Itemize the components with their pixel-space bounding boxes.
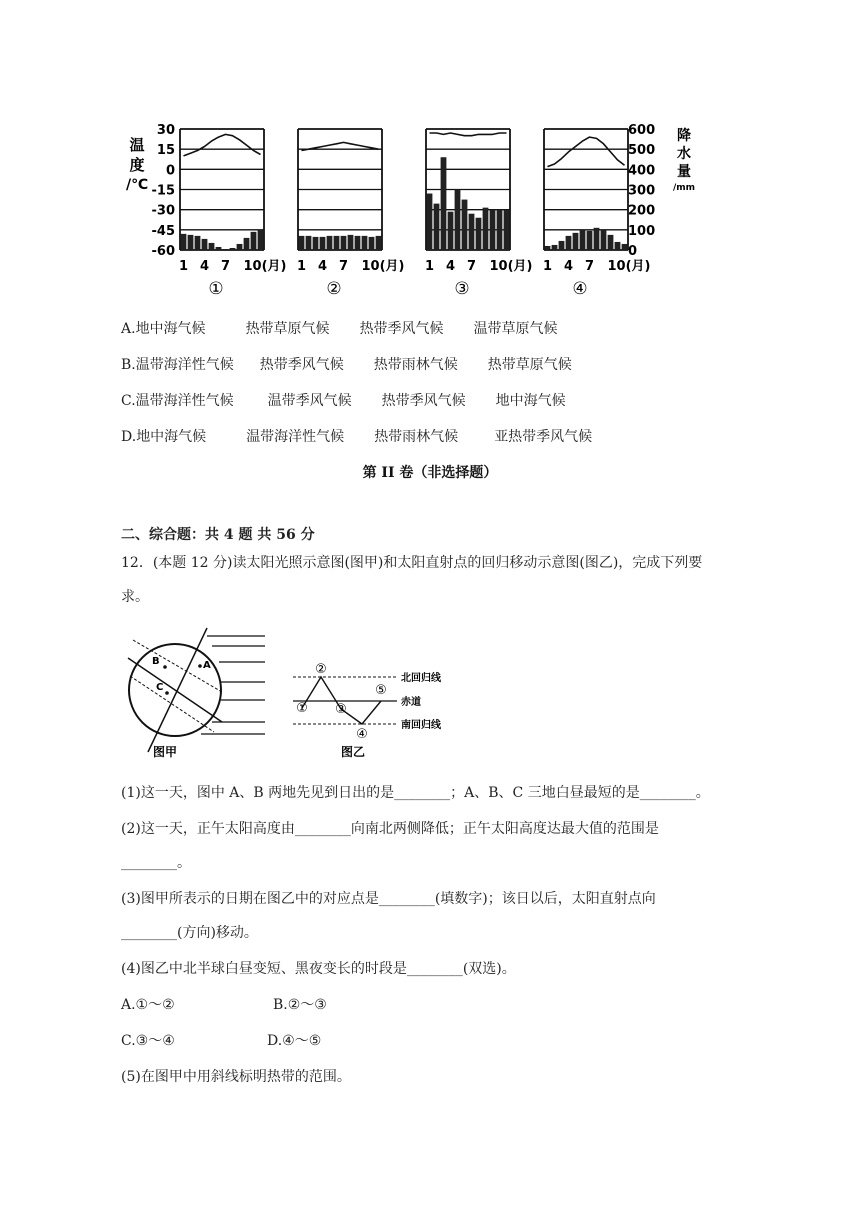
temp-tick-label: -60 — [151, 244, 175, 259]
precip-tick-label: 0 — [628, 244, 638, 259]
precip-bar — [504, 210, 510, 250]
label-c: C — [156, 682, 164, 693]
part-heading: 二、综合题：共 4 题 共 56 分 — [121, 527, 315, 543]
precip-bar — [615, 242, 621, 250]
precip-tick-label: 600 — [628, 123, 656, 138]
point-2: ② — [315, 662, 327, 677]
precip-bar — [608, 235, 614, 250]
precip-bar — [462, 200, 468, 250]
figure-jia — [128, 628, 265, 759]
precip-bar — [299, 236, 305, 250]
precip-bar — [251, 232, 257, 250]
precip-bar — [483, 208, 489, 250]
label-equator: 赤道 — [401, 697, 421, 708]
precip-bar — [237, 244, 243, 250]
month-tick-label: 1 — [178, 259, 189, 274]
precip-bar — [573, 233, 579, 250]
precip-bar — [202, 239, 208, 250]
point-4: ④ — [356, 727, 368, 742]
precip-bar — [441, 157, 447, 250]
precip-bar — [216, 247, 222, 250]
precip-title-unit: /mm — [672, 183, 696, 193]
q1-text: (1)这一天，图中 A、B 两地先见到日出的是________；A、B、C 三地白昼最短的是________。 — [121, 785, 710, 801]
label-a: A — [203, 660, 211, 671]
precip-bar — [376, 236, 382, 250]
precip-bar — [580, 230, 586, 250]
precip-bar — [362, 236, 368, 250]
label-b: B — [152, 656, 160, 667]
precip-bar — [469, 214, 475, 250]
point-3: ③ — [335, 702, 347, 717]
temp-tick-label: -30 — [151, 203, 175, 219]
month-tick-label: 10(月) — [361, 259, 405, 274]
temp-tick-label: -45 — [151, 223, 175, 239]
precip-title-2: 水 — [677, 146, 691, 162]
temp-title-2: 度 — [129, 156, 145, 174]
q3-line2: ________(方向)移动。 — [121, 925, 258, 941]
precip-bar — [587, 231, 593, 250]
precip-tick-label: 300 — [628, 183, 656, 199]
label-tropic-cancer: 北回归线 — [401, 673, 441, 684]
section-title: 第 II 卷（非选择题） — [362, 465, 498, 481]
climate-chart-1 — [179, 129, 287, 299]
temp-title-3: /℃ — [125, 177, 149, 193]
precip-bar — [348, 235, 354, 250]
q3-line1: (3)图甲所表示的日期在图乙中的对应点是________(填数字)；该日以后，太阳直射点向 — [121, 891, 656, 907]
precip-bar — [601, 230, 607, 250]
precip-bar — [448, 212, 454, 250]
precip-bar — [258, 230, 264, 250]
temp-title-1: 温 — [129, 136, 145, 154]
precip-bar — [223, 249, 229, 250]
precip-bar — [341, 236, 347, 250]
precip-bar — [622, 244, 628, 250]
point-1: ① — [296, 701, 308, 716]
month-tick-label: 7 — [466, 259, 477, 274]
month-tick-label: 10(月) — [607, 259, 651, 274]
precip-bar — [181, 234, 187, 250]
precip-bar — [566, 236, 572, 250]
temperature-curve — [184, 134, 261, 156]
precip-bar — [490, 210, 496, 250]
month-tick-label: 10(月) — [243, 259, 287, 274]
climate-charts-figure — [0, 0, 860, 300]
precip-title-1: 降 — [677, 128, 691, 144]
precip-bar — [327, 236, 333, 250]
precip-bar — [476, 218, 482, 250]
chart-number-label: ③ — [454, 279, 470, 299]
caption-yi: 图乙 — [340, 745, 366, 759]
precip-bar — [195, 236, 201, 250]
sun-illumination-figures — [0, 620, 860, 760]
precip-bar — [552, 245, 558, 250]
month-tick-label: 7 — [338, 259, 349, 274]
q4-options-row2: C.③～④ D.④～⑤ — [121, 1033, 322, 1049]
precip-bar — [334, 236, 340, 250]
precip-bar — [559, 241, 565, 250]
label-tropic-capricorn: 南回归线 — [401, 720, 441, 731]
month-tick-label: 7 — [220, 259, 231, 274]
precip-tick-label: 100 — [628, 223, 656, 239]
precip-title-3: 量 — [677, 164, 691, 180]
month-tick-label: 4 — [199, 259, 210, 274]
precip-bar — [188, 235, 194, 250]
temp-tick-label: -15 — [151, 183, 175, 199]
precip-tick-label: 500 — [628, 143, 656, 159]
q2-line1: (2)这一天，正午太阳高度由________向南北两侧降低；正午太阳高度达最大值的范围是 — [121, 821, 659, 837]
precip-tick-label: 200 — [628, 203, 656, 219]
month-tick-label: 4 — [317, 259, 328, 274]
q5-text: (5)在图甲中用斜线标明热带的范围。 — [121, 1069, 351, 1085]
climate-chart-3 — [425, 129, 533, 299]
temp-tick-label: 30 — [156, 123, 175, 138]
temp-tick-label: 0 — [165, 163, 175, 179]
month-tick-label: 1 — [296, 259, 307, 274]
chart-number-label: ① — [208, 279, 224, 299]
chart-number-label: ② — [326, 279, 342, 299]
month-tick-label: 4 — [563, 259, 574, 274]
temperature-curve — [430, 133, 507, 136]
q12-intro-line2: 求。 — [121, 589, 149, 605]
precip-bar — [320, 237, 326, 250]
climate-chart-2 — [297, 129, 405, 299]
precip-bar — [434, 204, 440, 250]
caption-jia: 图甲 — [152, 745, 178, 759]
precip-bar — [230, 248, 236, 250]
precip-bar — [594, 228, 600, 250]
q4-options-row1: A.①～② B.②～③ — [121, 997, 327, 1013]
q2-line2: ________。 — [121, 855, 191, 871]
figure-yi — [293, 662, 442, 759]
month-tick-label: 4 — [445, 259, 456, 274]
month-tick-label: 1 — [542, 259, 553, 274]
precip-tick-label: 400 — [628, 163, 656, 179]
precip-bar — [306, 236, 312, 250]
precip-bar — [369, 237, 375, 250]
precip-bar — [497, 210, 503, 250]
month-tick-label: 7 — [584, 259, 595, 274]
precip-bar — [209, 243, 215, 250]
temperature-curve — [548, 137, 625, 167]
precip-bar — [244, 238, 250, 250]
month-tick-label: 10(月) — [489, 259, 533, 274]
option-c: C.温带海洋性气候 温带季风气候 热带季风气候 地中海气候 — [121, 393, 566, 409]
precip-bar — [455, 190, 461, 251]
precip-bar — [545, 246, 551, 250]
option-a: A.地中海气候 热带草原气候 热带季风气候 温带草原气候 — [121, 321, 558, 337]
precip-bar — [313, 237, 319, 250]
option-b: B.温带海洋性气候 热带季风气候 热带雨林气候 热带草原气候 — [121, 357, 572, 373]
point-5: ⑤ — [375, 683, 387, 698]
chart-number-label: ④ — [572, 279, 588, 299]
precip-bar — [355, 236, 361, 250]
precip-bar — [427, 194, 433, 250]
option-d: D.地中海气候 温带海洋性气候 热带雨林气候 亚热带季风气候 — [121, 429, 593, 445]
q4-text: (4)图乙中北半球白昼变短、黑夜变长的时段是________(双选)。 — [121, 961, 516, 977]
q12-intro-line1: 12．(本题 12 分)读太阳光照示意图(图甲)和太阳直射点的回归移动示意图(图乙)，完成下列要 — [121, 555, 703, 571]
temp-tick-label: 15 — [156, 143, 175, 159]
month-tick-label: 1 — [424, 259, 435, 274]
